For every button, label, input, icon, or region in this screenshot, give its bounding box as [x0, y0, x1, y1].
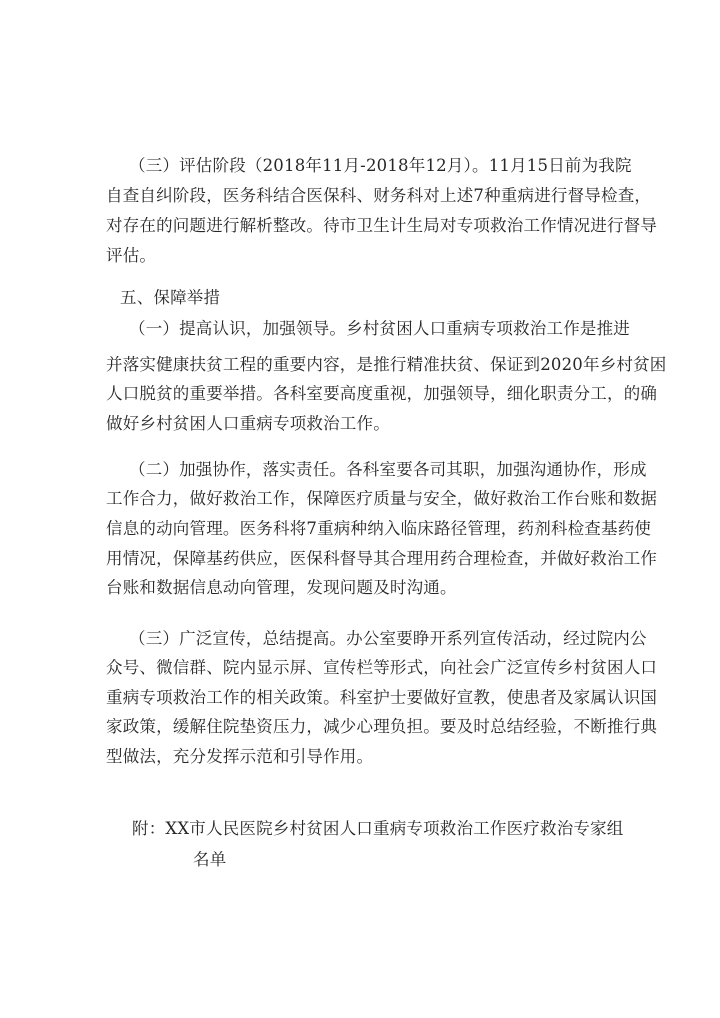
section3-line-1: （三）评估阶段（2018年11月-2018年12月）。11月15日前为我院 [129, 156, 632, 175]
section3-line-4: 评估。 [106, 246, 157, 265]
measure2-line-3: 信息的动向管理。医务科将7重病种纳入临床路径管理，药剂科检查基药使 [106, 519, 652, 538]
measure1-line-2: 并落实健康扶贫工程的重要内容，是推行精准扶贫、保证到2020年乡村贫困 [106, 355, 667, 374]
measure1-line-4: 做好乡村贫困人口重病专项救治工作。 [106, 414, 390, 433]
attachment-line-1: 附：XX市人民医院乡村贫困人口重病专项救治工作医疗救治专家组 [132, 819, 624, 838]
measure3-line-2: 众号、微信群、院内显示屏、宣传栏等形式，向社会广泛宣传乡村贫困人口 [106, 658, 658, 677]
measure1-line-1: （一）提高认识，加强领导。乡村贫困人口重病专项救治工作是推进 [129, 319, 630, 338]
measure3-line-5: 型做法，充分发挥示范和引导作用。 [106, 747, 374, 766]
section3-line-3: 对存在的问题进行解析整改。待市卫生计生局对专项救治工作情况进行督导 [106, 216, 658, 235]
measure2-line-2: 工作合力，做好救治工作，保障医疗质量与安全，做好救治工作台账和数据 [106, 489, 658, 508]
section3-line-2: 自查自纠阶段，医务科结合医保科、财务科对上述7种重病进行督导检查， [106, 186, 652, 205]
measure3-line-3: 重病专项救治工作的相关政策。科室护士要做好宣教，使患者及家属认识国 [106, 688, 658, 707]
attachment-line-2: 名单 [193, 850, 227, 869]
measure3-line-4: 家政策，缓解住院垫资压力，减少心理负担。要及时总结经验，不断推行典 [106, 717, 658, 736]
measure3-line-1: （三）广泛宣传，总结提高。办公室要睁开系列宣传活动，经过院内公 [129, 629, 647, 648]
measure2-line-1: （二）加强协作，落实责任。各科室要各司其职，加强沟通协作，形成 [129, 460, 647, 479]
measure2-line-4: 用情况，保障基药供应，医保科督导其合理用药合理检查，并做好救治工作 [106, 549, 658, 568]
measure2-line-5: 台账和数据信息动向管理，发现问题及时沟通。 [106, 578, 457, 597]
measure1-line-3: 人口脱贫的重要举措。各科室要高度重视，加强领导，细化职责分工，的确 [106, 384, 658, 403]
heading-five: 五、保障举措 [120, 288, 221, 307]
